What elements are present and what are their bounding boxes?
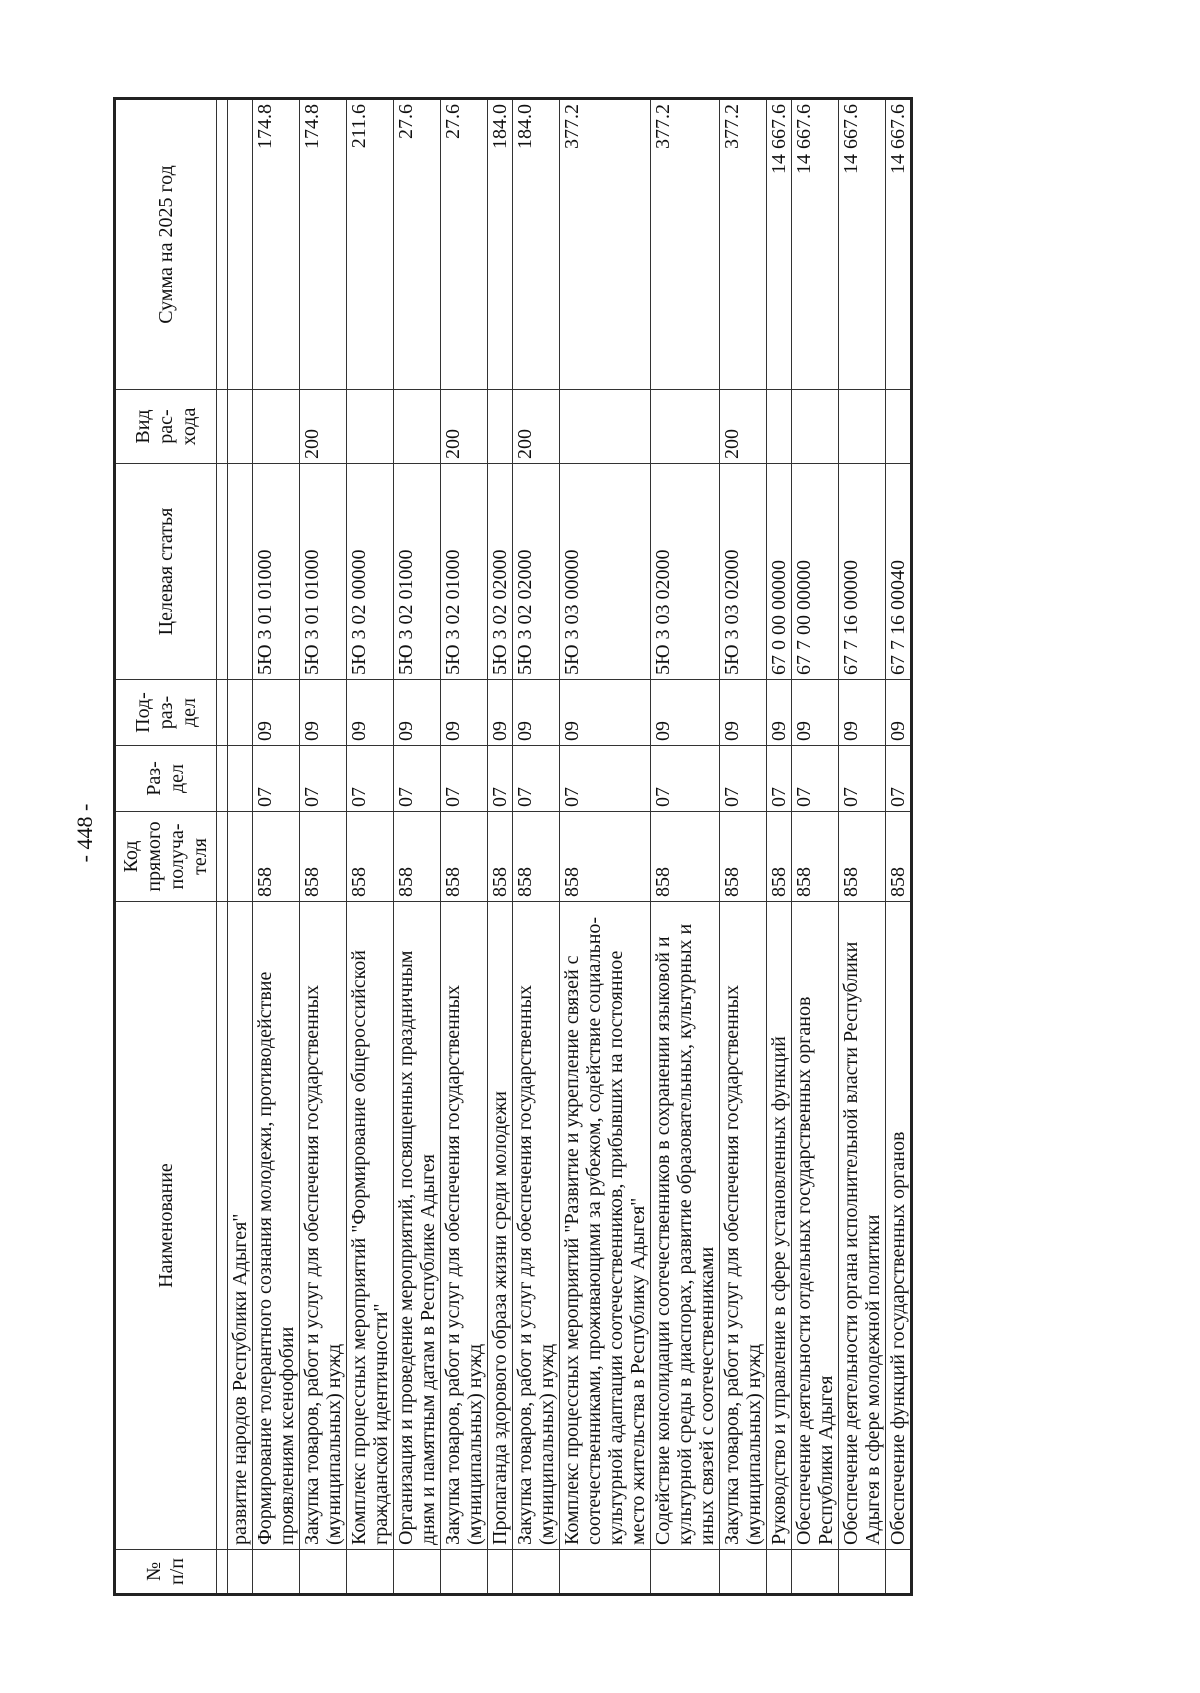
cell-target-article: 5Ю 3 03 02000 (720, 464, 767, 680)
cell-section: 07 (560, 746, 651, 812)
cell-name: Руководство и управление в сфере установленных функций (767, 902, 792, 1550)
cell-subsection: 09 (886, 680, 912, 746)
cell-name: Организация и проведение мероприятий, посвященных праздничным дням и памятным датам в Республике Адыгея (394, 902, 441, 1550)
table-header-row (115, 99, 217, 1595)
header-number: № п/п (115, 1550, 217, 1595)
cell-target-article: 5Ю 3 01 01000 (300, 464, 347, 680)
cell-number (394, 1550, 441, 1595)
cell-name: Закупка товаров, работ и услуг для обеспечения государственных (муниципальных) нужд (300, 902, 347, 1550)
cell-section: 07 (839, 746, 886, 812)
budget-table (113, 97, 913, 1596)
header-subsection: Под-раз-дел (115, 680, 217, 746)
cell-expense-type: 200 (441, 390, 488, 464)
cell-section: 07 (513, 746, 560, 812)
cell-target-article: 5Ю 3 02 01000 (394, 464, 441, 680)
cell-subsection: 09 (651, 680, 720, 746)
cell-number (347, 1550, 394, 1595)
header-section: Раз-дел (115, 746, 217, 812)
table-row (253, 99, 300, 1595)
cell-subsection: 09 (488, 680, 513, 746)
cell-number (488, 1550, 513, 1595)
cell-sum-2025: 14 667.6 (792, 99, 839, 390)
cell-section: 07 (767, 746, 792, 812)
cell-name: развитие народов Республики Адыгея" (228, 902, 253, 1550)
cell-name: Закупка товаров, работ и услуг для обеспечения государственных (муниципальных) нужд (720, 902, 767, 1550)
cell-name: Комплекс процессных мероприятий "Развитие и укрепление связей с соотечественниками, проживающими за рубежом, содействие социально-культурной адаптации соотечественников, прибывших на постоянное место жительства в Республику Адыгея" (560, 902, 651, 1550)
cell-section: 07 (651, 746, 720, 812)
cell-name: Закупка товаров, работ и услуг для обеспечения государственных (муниципальных) нужд (441, 902, 488, 1550)
cell-number (767, 1550, 792, 1595)
cell-target-article (228, 464, 253, 680)
table-row (720, 99, 767, 1595)
cell-recipient-code: 858 (720, 812, 767, 902)
cell-expense-type (792, 390, 839, 464)
cell-subsection: 09 (441, 680, 488, 746)
cell-expense-type (651, 390, 720, 464)
cell-section: 07 (720, 746, 767, 812)
cell-sum-2025: 174.8 (300, 99, 347, 390)
cell-expense-type: 200 (300, 390, 347, 464)
cell-name: Пропаганда здорового образа жизни среди молодежи (488, 902, 513, 1550)
cell-expense-type (347, 390, 394, 464)
cell-name: Обеспечение функций государственных органов (886, 902, 912, 1550)
cell-recipient-code (228, 812, 253, 902)
cell-recipient-code: 858 (886, 812, 912, 902)
header-name: Наименование (115, 902, 217, 1550)
cell-sum-2025: 377.2 (651, 99, 720, 390)
cell-sum-2025 (228, 99, 253, 390)
cell-subsection (228, 680, 253, 746)
table-row (488, 99, 513, 1595)
cell-subsection: 09 (253, 680, 300, 746)
cell-target-article: 67 7 16 00040 (886, 464, 912, 680)
header-expense-type: Вид рас-хода (115, 390, 217, 464)
cell-number (839, 1550, 886, 1595)
cell-section: 07 (488, 746, 513, 812)
cell-subsection: 09 (767, 680, 792, 746)
cell-recipient-code: 858 (441, 812, 488, 902)
cell-expense-type (228, 390, 253, 464)
table-row (792, 99, 839, 1595)
cell-sum-2025: 27.6 (394, 99, 441, 390)
spacer-row (217, 99, 228, 1595)
cell-sum-2025: 184.0 (513, 99, 560, 390)
cell-section: 07 (394, 746, 441, 812)
cell-sum-2025: 14 667.6 (886, 99, 912, 390)
cell-number (300, 1550, 347, 1595)
cell-recipient-code: 858 (651, 812, 720, 902)
cell-number (228, 1550, 253, 1595)
cell-name: Закупка товаров, работ и услуг для обеспечения государственных (муниципальных) нужд (513, 902, 560, 1550)
cell-target-article: 67 7 00 00000 (792, 464, 839, 680)
cell-expense-type (767, 390, 792, 464)
cell-number (441, 1550, 488, 1595)
cell-name: Обеспечение деятельности органа исполнительной власти Республики Адыгея в сфере молодежной политики (839, 902, 886, 1550)
cell-subsection: 09 (300, 680, 347, 746)
header-recipient-code: Код прямого получа-теля (115, 812, 217, 902)
cell-sum-2025: 211.6 (347, 99, 394, 390)
cell-subsection: 09 (513, 680, 560, 746)
cell-sum-2025: 14 667.6 (767, 99, 792, 390)
page-number: - 448 - (72, 803, 97, 863)
cell-recipient-code: 858 (300, 812, 347, 902)
cell-sum-2025: 14 667.6 (839, 99, 886, 390)
cell-recipient-code: 858 (253, 812, 300, 902)
cell-name: Комплекс процессных мероприятий "Формирование общероссийской гражданской идентичности" (347, 902, 394, 1550)
cell-section: 07 (253, 746, 300, 812)
cell-expense-type (488, 390, 513, 464)
cell-number (560, 1550, 651, 1595)
table-row (767, 99, 792, 1595)
cell-subsection: 09 (394, 680, 441, 746)
cell-expense-type (560, 390, 651, 464)
table-row (560, 99, 651, 1595)
cell-number (886, 1550, 912, 1595)
cell-sum-2025: 184.0 (488, 99, 513, 390)
cell-sum-2025: 174.8 (253, 99, 300, 390)
cell-section: 07 (300, 746, 347, 812)
table-row (228, 99, 253, 1595)
cell-target-article: 67 7 16 00000 (839, 464, 886, 680)
cell-recipient-code: 858 (792, 812, 839, 902)
table-row (300, 99, 347, 1595)
cell-subsection: 09 (560, 680, 651, 746)
cell-subsection: 09 (792, 680, 839, 746)
cell-recipient-code: 858 (394, 812, 441, 902)
cell-expense-type: 200 (513, 390, 560, 464)
cell-recipient-code: 858 (560, 812, 651, 902)
cell-recipient-code: 858 (767, 812, 792, 902)
cell-name: Формирование толерантного сознания молодежи, противодействие проявлениям ксенофобии (253, 902, 300, 1550)
table-row (651, 99, 720, 1595)
cell-target-article: 5Ю 3 02 00000 (347, 464, 394, 680)
cell-section: 07 (347, 746, 394, 812)
cell-name: Обеспечение деятельности отдельных государственных органов Республики Адыгея (792, 902, 839, 1550)
cell-name: Содействие консолидации соотечественников в сохранении языковой и культурной среды в диаспорах, развитие образовательных, культурных и иных связей с соотечественниками (651, 902, 720, 1550)
cell-subsection: 09 (720, 680, 767, 746)
cell-section: 07 (792, 746, 839, 812)
cell-subsection: 09 (347, 680, 394, 746)
cell-sum-2025: 377.2 (720, 99, 767, 390)
cell-number (253, 1550, 300, 1595)
table-row (347, 99, 394, 1595)
cell-expense-type (886, 390, 912, 464)
cell-target-article: 5Ю 3 02 01000 (441, 464, 488, 680)
table-body (217, 99, 912, 1595)
cell-recipient-code: 858 (347, 812, 394, 902)
table-row (839, 99, 886, 1595)
cell-target-article: 5Ю 3 03 00000 (560, 464, 651, 680)
cell-expense-type: 200 (720, 390, 767, 464)
cell-number (651, 1550, 720, 1595)
cell-section: 07 (441, 746, 488, 812)
cell-number (720, 1550, 767, 1595)
header-sum-2025: Сумма на 2025 год (115, 99, 217, 390)
cell-section (228, 746, 253, 812)
cell-target-article: 5Ю 3 02 02000 (488, 464, 513, 680)
cell-subsection: 09 (839, 680, 886, 746)
cell-section: 07 (886, 746, 912, 812)
cell-target-article: 5Ю 3 01 01000 (253, 464, 300, 680)
cell-recipient-code: 858 (839, 812, 886, 902)
cell-target-article: 67 0 00 00000 (767, 464, 792, 680)
cell-number (792, 1550, 839, 1595)
cell-target-article: 5Ю 3 03 02000 (651, 464, 720, 680)
cell-sum-2025: 27.6 (441, 99, 488, 390)
cell-recipient-code: 858 (488, 812, 513, 902)
table-row (513, 99, 560, 1595)
cell-number (513, 1550, 560, 1595)
cell-expense-type (839, 390, 886, 464)
cell-expense-type (253, 390, 300, 464)
cell-sum-2025: 377.2 (560, 99, 651, 390)
cell-recipient-code: 858 (513, 812, 560, 902)
header-target-article: Целевая статья (115, 464, 217, 680)
cell-expense-type (394, 390, 441, 464)
cell-target-article: 5Ю 3 02 02000 (513, 464, 560, 680)
table-row (886, 99, 912, 1595)
table-row (441, 99, 488, 1595)
table-row (394, 99, 441, 1595)
